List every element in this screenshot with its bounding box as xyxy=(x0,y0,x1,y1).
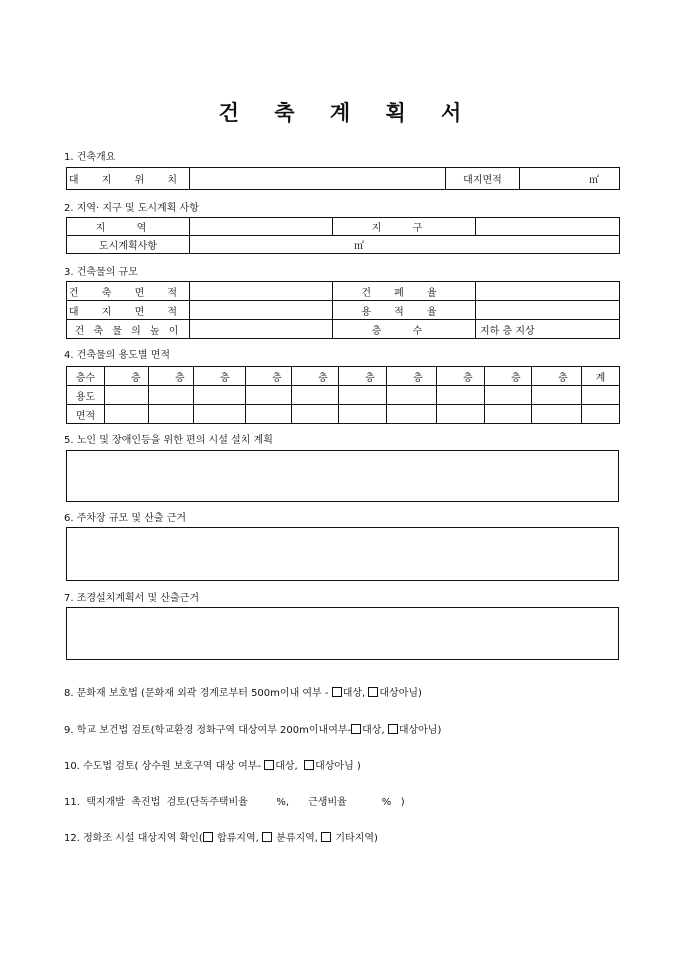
area-cell[interactable] xyxy=(532,405,582,424)
use-cell[interactable] xyxy=(105,386,149,405)
section-4-heading: 4. 건축물의 용도별 면적 xyxy=(64,350,171,361)
usage-area-table xyxy=(66,366,620,424)
option-separate-area: 분류지역, xyxy=(276,833,318,844)
option-not-target: 대상아님) xyxy=(379,688,422,699)
use-cell[interactable] xyxy=(582,386,620,405)
zoning-table xyxy=(66,217,620,254)
section-6-heading: 6. 주차장 규모 및 산출 근거 xyxy=(64,513,187,524)
checkbox-icon[interactable] xyxy=(264,760,274,770)
section-3-heading: 3. 건축물의 규모 xyxy=(64,267,138,278)
use-cell[interactable] xyxy=(292,386,339,405)
coverage-field[interactable] xyxy=(476,282,620,301)
district-field[interactable] xyxy=(476,218,620,236)
item-11-housing-development: 11. 택지개발 촉진법 검토(단독주택비율 %, 근생비율 % ) xyxy=(64,797,405,808)
landscape-plan-box[interactable] xyxy=(66,607,619,660)
floor-col: 층 xyxy=(532,367,582,386)
site-area-label: 대지면적 xyxy=(446,168,520,190)
use-cell[interactable] xyxy=(387,386,437,405)
floors-label: 층 수 xyxy=(333,320,476,339)
item-8-cultural-heritage xyxy=(64,684,422,699)
area-cell[interactable] xyxy=(246,405,292,424)
area-cell[interactable] xyxy=(387,405,437,424)
site-area-field[interactable] xyxy=(190,301,333,320)
option-target: 대상, xyxy=(362,725,385,736)
floor-col: 층 xyxy=(339,367,387,386)
height-field[interactable] xyxy=(190,320,333,339)
coverage-label: 건 폐 율 xyxy=(333,282,476,301)
option-other-area: 기타지역) xyxy=(335,833,378,844)
area-row-label: 면적 xyxy=(67,405,105,424)
district-label: 지 구 xyxy=(333,218,476,236)
area-cell[interactable] xyxy=(194,405,246,424)
zone-label: 지 역 xyxy=(67,218,190,236)
use-cell[interactable] xyxy=(532,386,582,405)
use-cell[interactable] xyxy=(339,386,387,405)
use-cell[interactable] xyxy=(194,386,246,405)
use-row-label: 용도 xyxy=(67,386,105,405)
height-label: 건 축 물 의 높 이 xyxy=(67,320,190,339)
checkbox-icon[interactable] xyxy=(304,760,314,770)
checkbox-icon[interactable] xyxy=(262,832,272,842)
site-area-label: 대 지 면 적 xyxy=(67,301,190,320)
item-12-text: 12. 정화조 시설 대상지역 확인( xyxy=(64,833,203,844)
zone-field[interactable] xyxy=(190,218,333,236)
item-10-text: 10. 수도법 검토( 상수원 보호구역 대상 여부- xyxy=(64,761,262,772)
option-target: 대상, xyxy=(342,688,366,699)
use-cell[interactable] xyxy=(246,386,292,405)
section-5-heading: 5. 노인 및 장애인등을 위한 편의 시설 설치 계획 xyxy=(64,435,273,446)
building-area-field[interactable] xyxy=(190,282,333,301)
total-col: 계 xyxy=(582,367,620,386)
building-scale-table xyxy=(66,281,620,339)
area-cell[interactable] xyxy=(292,405,339,424)
floor-col: 층 xyxy=(149,367,194,386)
checkbox-icon[interactable] xyxy=(351,724,361,734)
checkbox-icon[interactable] xyxy=(388,724,398,734)
item-12-septic-tank xyxy=(64,829,378,844)
section-7-heading: 7. 조경설치계획서 및 산출근거 xyxy=(64,593,199,604)
checkbox-icon[interactable] xyxy=(321,832,331,842)
item-10-water-supply xyxy=(64,757,361,772)
site-location-label: 대 지 위 치 xyxy=(67,168,190,190)
unit-label: ㎡ xyxy=(354,241,364,252)
floor-col: 층 xyxy=(485,367,532,386)
checkbox-icon[interactable] xyxy=(368,687,378,697)
urban-plan-field[interactable] xyxy=(190,236,620,254)
floor-col: 층 xyxy=(105,367,149,386)
floor-col: 층 xyxy=(387,367,437,386)
item-8-text: 8. 문화재 보호법 (문화재 외곽 경계로부터 500m이내 여부 - xyxy=(64,688,329,699)
checkbox-icon[interactable] xyxy=(332,687,342,697)
accessibility-plan-box[interactable] xyxy=(66,450,619,502)
area-cell[interactable] xyxy=(149,405,194,424)
option-not-target: 대상아님) xyxy=(398,725,442,736)
use-cell[interactable] xyxy=(149,386,194,405)
section-2-heading: 2. 지역· 지구 및 도시계획 사항 xyxy=(64,203,199,214)
checkbox-icon[interactable] xyxy=(203,832,213,842)
floor-col: 층 xyxy=(437,367,485,386)
parking-plan-box[interactable] xyxy=(66,527,619,581)
floor-col: 층 xyxy=(292,367,339,386)
unit-label: ㎡ xyxy=(589,175,599,186)
building-area-label: 건 축 면 적 xyxy=(67,282,190,301)
site-location-field[interactable] xyxy=(190,168,446,190)
page-title: 건 축 계 획 서 xyxy=(218,101,476,125)
floors-field[interactable]: 지하 층 지상 xyxy=(476,320,620,339)
item-9-text: 9. 학교 보건법 검토(학교환경 정화구역 대상여부 200m이내여부- xyxy=(64,725,352,736)
section-1-heading: 1. 건축개요 xyxy=(64,152,116,163)
option-target: 대상, xyxy=(275,761,298,772)
area-cell[interactable] xyxy=(485,405,532,424)
use-cell[interactable] xyxy=(437,386,485,405)
site-area-field[interactable] xyxy=(520,168,620,190)
area-cell[interactable] xyxy=(105,405,149,424)
floor-col: 층 xyxy=(246,367,292,386)
far-label: 용 적 율 xyxy=(333,301,476,320)
building-overview-table xyxy=(66,167,620,190)
area-cell[interactable] xyxy=(339,405,387,424)
area-cell[interactable] xyxy=(437,405,485,424)
option-combined-area: 합류지역, xyxy=(216,833,259,844)
option-not-target: 대상아님 ) xyxy=(315,761,361,772)
area-cell[interactable] xyxy=(582,405,620,424)
far-field[interactable] xyxy=(476,301,620,320)
floor-header-label: 층수 xyxy=(67,367,105,386)
urban-plan-label: 도시계획사항 xyxy=(67,236,190,254)
use-cell[interactable] xyxy=(485,386,532,405)
floor-col: 층 xyxy=(194,367,246,386)
item-9-school-health xyxy=(64,721,441,736)
